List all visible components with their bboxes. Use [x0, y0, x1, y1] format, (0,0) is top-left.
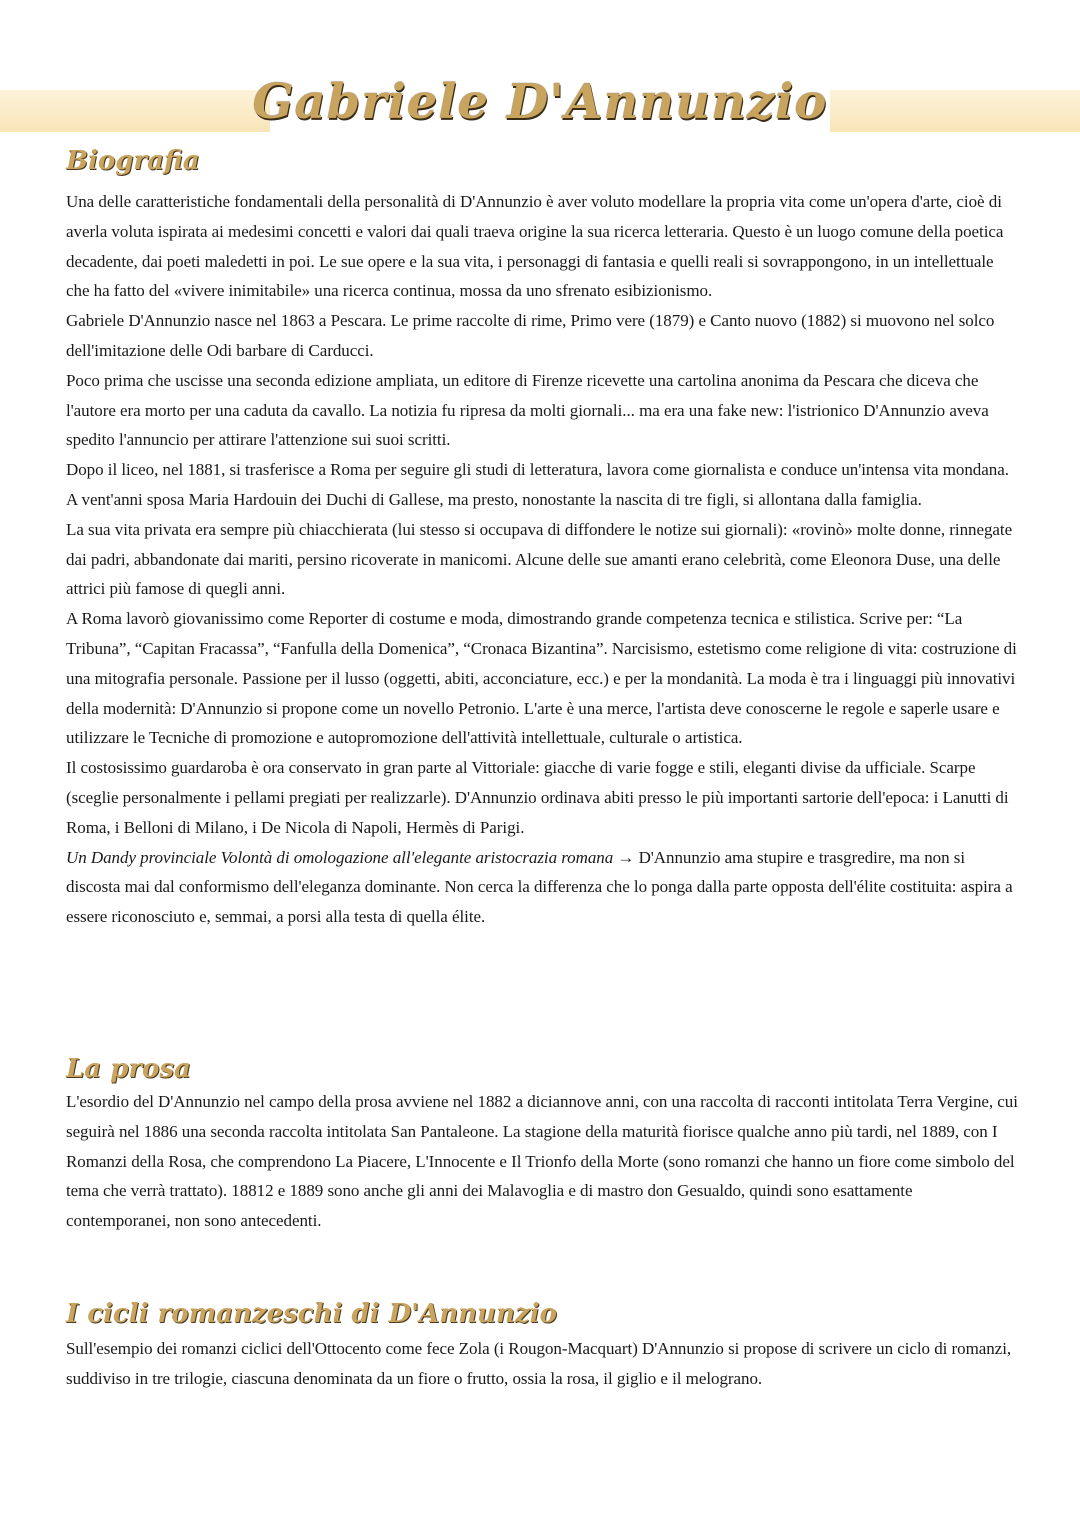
page-title: Gabriele D'Annunzio [252, 74, 828, 130]
dandy-paragraph [66, 843, 1021, 932]
section-heading-prosa: La prosa [66, 1054, 191, 1084]
biografia-paragraph: A Roma lavorò giovanissimo come Reporter di costume e moda, dimostrando grande competenza tecnica e stilistica. Scrive per: “La Tribuna”, “Capitan Fracassa”, “Fanfulla della Domenica”, “Cronaca Bizantina”. Narcisismo, estetismo come religione di vita: costruzione di una mitografia personale. Passione per il lusso (oggetti, abiti, acconciature, ecc.) e per la mondanità. La moda è tra i linguaggi più innovativi della modernità: D'Annunzio si propone come un novello Petronio. L'arte è una merce, l'artista deve conoscerne le regole e saperle usare e utilizzare le Tecniche di promozione e autopromozione dell'attività intellettuale, culturale o artistica. [66, 609, 1017, 748]
prosa-paragraph: L'esordio del D'Annunzio nel campo della prosa avviene nel 1882 a diciannove anni, con una raccolta di racconti intitolata Terra Vergine, cui seguirà nel 1886 una seconda raccolta intitolata San Pantaleone. La stagione della maturità fiorisce qualche anno più tardi, nel 1889, con I Romanzi della Rosa, che comprendono La Piacere, L'Innocente e Il Trionfo della Morte (sono romanzi che hanno un fiore come simbolo del tema che verrà trattato). 18812 e 1889 sono anche gli anni dei Malavoglia e di mastro don Gesualdo, quindi sono esattamente contemporanei, non sono antecedenti. [66, 1092, 1018, 1231]
dandy-text: D'Annunzio ama stupire e trasgredire, ma non si discosta mai dal conformismo dell'eleganza dominante. Non cerca la differenza che lo ponga dalla parte opposta dell'élite costituita: aspira a essere riconosciuto e, semmai, a porsi alla testa di quella élite. [66, 847, 1013, 927]
dandy-italic-text: Un Dandy provinciale Volontà di omologazione all'elegante aristocrazia romana [66, 847, 614, 867]
arrow-right-icon: → [613, 847, 639, 867]
prosa-body [66, 1087, 1021, 1236]
cicli-body [66, 1334, 1021, 1394]
biografia-paragraph: Poco prima che uscisse una seconda edizione ampliata, un editore di Firenze ricevette una cartolina anonima da Pescara che diceva che l'autore era morto per una caduta da cavallo. La notizia fu ripresa da molti giornali... ma era una fake new: l'istrionico D'Annunzio aveva spedito l'annuncio per attirare l'attenzione sui suoi scritti. [66, 370, 989, 450]
cicli-paragraph: Sull'esempio dei romanzi ciclici dell'Ottocento come fece Zola (i Rougon-Macquart) D'Annunzio si propose di scrivere un ciclo di romanzi, suddiviso in tre trilogie, ciascuna denominata da un fiore o frutto, ossia la rosa, il giglio e il melograno. [66, 1339, 1012, 1388]
biografia-paragraph: Dopo il liceo, nel 1881, si trasferisce a Roma per seguire gli studi di letteratura, lavora come giornalista e conduce un'intensa vita mondana. A vent'anni sposa Maria Hardouin dei Duchi di Gallese, ma presto, nonostante la nascita di tre figli, si allontana dalla famiglia. [66, 460, 1009, 509]
biografia-body [66, 187, 1021, 932]
biografia-paragraph: Gabriele D'Annunzio nasce nel 1863 a Pescara. Le prime raccolte di rime, Primo vere (1879) e Canto nuovo (1882) si muovono nel solco dell'imitazione delle Odi barbare di Carducci. [66, 311, 995, 360]
section-heading-biografia: Biografia [66, 146, 200, 176]
biografia-paragraph: La sua vita privata era sempre più chiacchierata (lui stesso si occupava di diffondere le notize sui giornali): «rovinò» molte donne, rinnegate dai padri, abbandonate dai mariti, persino ricoverate in manicomi. Alcune delle sue amanti erano celebrità, come Eleonora Duse, una delle attrici più famose di quegli anni. [66, 519, 1013, 599]
section-heading-cicli: I cicli romanzeschi di D'Annunzio [66, 1299, 557, 1329]
biografia-paragraph: Il costosissimo guardaroba è ora conservato in gran parte al Vittoriale: giacche di varie fogge e stili, eleganti divise da ufficiale. Scarpe (sceglie personalmente i pellami pregiati per realizzarle). D'Annunzio ordinava abiti presso le più importanti sartorie dell'epoca: i Lanutti di Roma, i Belloni di Milano, i De Nicola di Napoli, Hermès di Parigi. [66, 758, 1009, 837]
biografia-paragraph: Una delle caratteristiche fondamentali della personalità di D'Annunzio è aver voluto modellare la propria vita come un'opera d'arte, cioè di averla voluta ispirata ai medesimi concetti e valori dai quali traeva origine la sua ricerca letteraria. Questo è un luogo comune della poetica decadente, dai poeti maledetti in poi. Le sue opere e la sua vita, i personaggi di fantasia e quelli reali si sovrappongono, in un intellettuale che ha fatto del «vivere inimitabile» una ricerca continua, mossa da uno sfrenato esibizionismo. [66, 192, 1004, 301]
